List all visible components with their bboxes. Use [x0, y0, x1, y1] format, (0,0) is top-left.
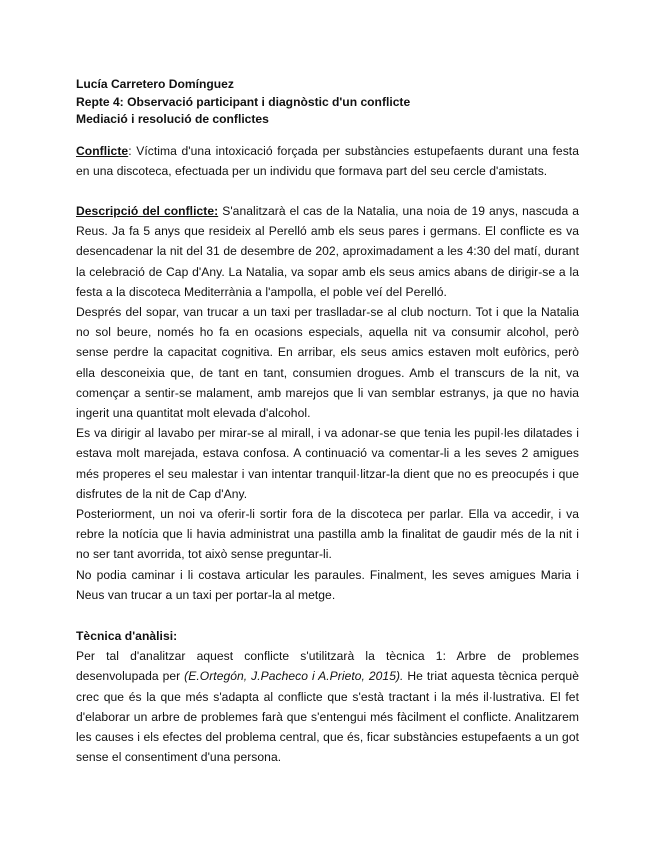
author-name: Lucía Carretero Domínguez — [76, 77, 234, 91]
description-paragraph-3: Es va dirigir al lavabo per mirar-se al mirall, i va adonar-se que tenia les pupil·les dilatades i estava molt marejada, estava confosa. A continuació va comentar-li a les seves 2 amigues més properes el seu malestar i van intentar tranquil·litzar-la dient que no es preocupés i que disfrutes de la nit de Cap d'Any. — [76, 426, 579, 501]
description-paragraph-5: No podia caminar i li costava articular les paraules. Finalment, les seves amigues Maria i Neus van trucar a un taxi per portar-la al metge. — [76, 567, 579, 602]
course-name: Mediació i resolució de conflictes — [76, 112, 269, 126]
technique-title: Tècnica d'anàlisi: — [76, 628, 178, 643]
description-text-1: S'analitzarà el cas de la Natalia, una noia de 19 anys, nascuda a Reus. Ja fa 5 anys que resideix al Perelló amb els seus pares i germans. El conflicte es va desencadenar la nit del 31 de desembre de 202, aproximadament a les 4:30 del matí, durant la celebració de Cap d'Any. La Natalia, va sopar amb els seus amics abans de dirigir-se a la festa a la discoteca Mediterrània a l'ampolla, el poble veí del Perelló. — [76, 203, 579, 299]
technique-text-after: He triat aquesta tècnica perquè crec que és la que més s'adapta al conflicte que s'està tractant i la més il·lustrativa. El fet d'elaborar un arbre de problemes farà que s'entengui més fàcilment el conflicte. Analitzarem les causes i els efectes del problema central, que és, ficar substàncies estupefaents a un got sense el consentiment d'una persona. — [76, 669, 579, 765]
technique-paragraph — [76, 646, 579, 767]
conflict-paragraph — [76, 141, 579, 181]
technique-text-before: Per tal d'analitzar aquest conflicte s'utilitzarà la tècnica 1: Arbre de problemes desenvolupada per — [76, 649, 579, 684]
document-header — [76, 76, 579, 129]
description-paragraph-2: Després del sopar, van trucar a un taxi per traslladar-se al club nocturn. Tot i que la Natalia no sol beure, només ho fa en ocasions especials, aquella nit va consumir alcohol, però sense perdre la capacitat cognitiva. En arribar, els seus amics estaven molt eufòrics, però ella desconeixia que, de tant en tant, consumien drogues. Amb el transcurs de la nit, va començar a sentir-se malament, amb marejos que li van semblar estranys, ja que no havia ingerit una quantitat molt elevada d'alcohol. — [76, 304, 579, 420]
conflict-label: Conflicte — [76, 143, 129, 158]
technique-citation: (E.Ortegón, J.Pacheco i A.Prieto, 2015). — [184, 669, 404, 684]
description-label: Descripció del conflicte: — [76, 203, 219, 218]
description-paragraph-1 — [76, 201, 579, 302]
description-paragraph-4: Posteriorment, un noi va oferir-li sortir fora de la discoteca per parlar. Ella va accedir, i va rebre la notícia que li havia administrat una pastilla amb la finalitat de gaudir més de la nit i no ser tant avorrida, tot això sense preguntar-li. — [76, 506, 579, 562]
conflict-text: : Víctima d'una intoxicació forçada per substàncies estupefaents durant una festa en una discoteca, efectuada per un individu que formava part del seu cercle d'amistats. — [76, 143, 579, 178]
assignment-title: Repte 4: Observació participant i diagnòstic d'un conflicte — [76, 94, 411, 109]
